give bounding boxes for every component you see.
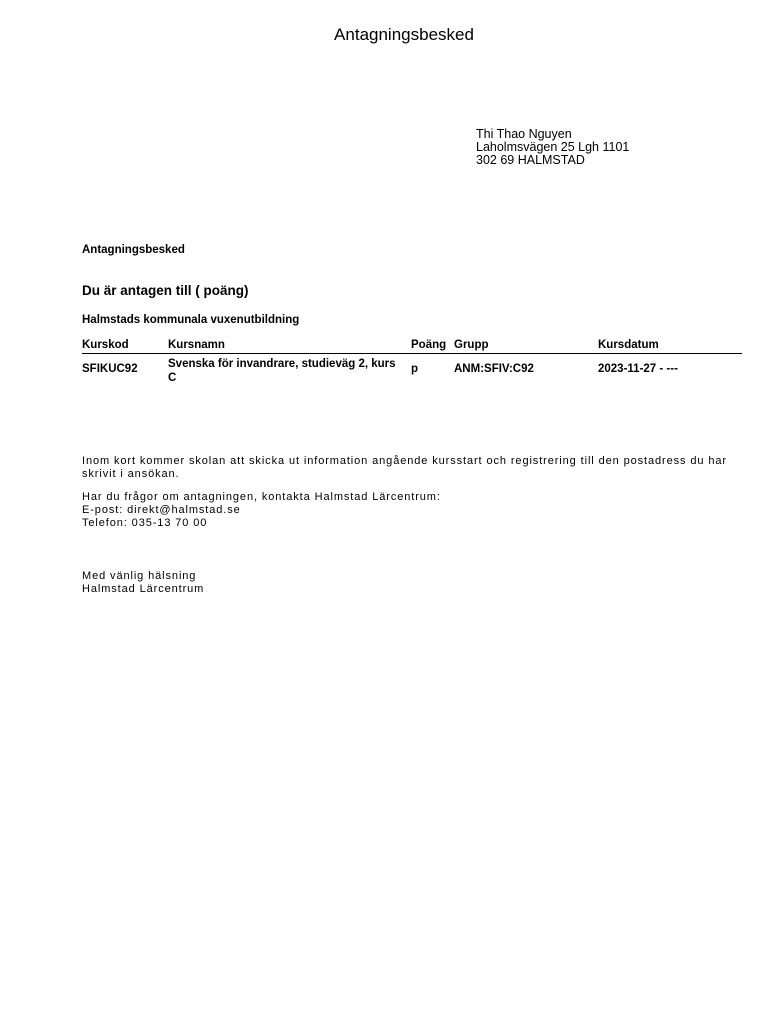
- course-table: [82, 337, 742, 388]
- closing-sender: Halmstad Lärcentrum: [82, 583, 205, 595]
- phone-line: Telefon: 035-13 70 00: [82, 517, 208, 529]
- header-grupp: Grupp: [454, 339, 489, 351]
- header-kursnamn: Kursnamn: [168, 339, 225, 351]
- recipient-postal: 302 69 HALMSTAD: [476, 153, 585, 167]
- recipient-street: Laholmsvägen 25 Lgh 1101: [476, 140, 630, 154]
- email-line: E-post: direkt@halmstad.se: [82, 504, 241, 516]
- cell-grupp: ANM:SFIV:C92: [454, 363, 534, 375]
- contact-block: [82, 491, 441, 530]
- letter-heading: Antagningsbesked: [82, 244, 185, 256]
- cell-kurskod: SFIKUC92: [82, 363, 138, 375]
- closing-block: [82, 570, 204, 596]
- recipient-name: Thi Thao Nguyen: [476, 127, 572, 141]
- cell-kursnamn: Svenska för invandrare, studieväg 2, kurs C: [168, 358, 396, 384]
- table-row: [82, 354, 742, 388]
- organization-name: Halmstads kommunala vuxenutbildning: [82, 314, 300, 326]
- cell-kursdatum: 2023-11-27 - ---: [598, 363, 678, 375]
- header-kurskod: Kurskod: [82, 339, 129, 351]
- closing-greeting: Med vänlig hälsning: [82, 570, 197, 582]
- header-kursdatum: Kursdatum: [598, 339, 659, 351]
- contact-line: Har du frågor om antagningen, kontakta Halmstad Lärcentrum:: [82, 491, 441, 503]
- table-header-row: [82, 337, 742, 354]
- admission-statement: Du är antagen till ( poäng): [82, 283, 249, 298]
- recipient-address: [476, 128, 629, 167]
- header-poang: Poäng: [411, 339, 447, 351]
- cell-poang: p: [411, 363, 419, 375]
- document-title: Antagningsbesked: [334, 25, 474, 44]
- info-paragraph: Inom kort kommer skolan att skicka ut information angående kursstart och registrering till den postadress du har skrivit i ansökan.: [82, 455, 727, 480]
